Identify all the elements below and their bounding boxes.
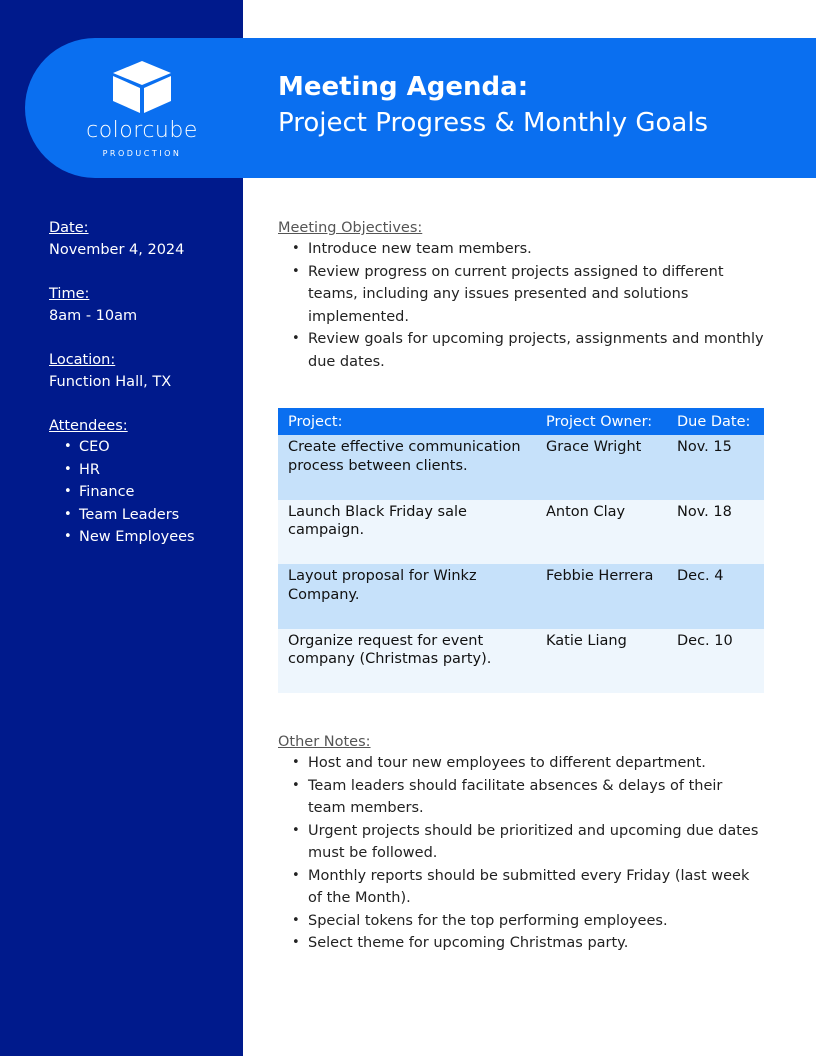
attendee-item: • Team Leaders (61, 504, 195, 527)
cell-due-date: Dec. 4 (677, 568, 724, 584)
location-value: Function Hall, TX (49, 374, 172, 390)
time-value: 8am - 10am (49, 308, 138, 324)
note-item: • Monthly reports should be submitted every Friday (last week of the Month). (290, 865, 764, 910)
cell-owner: Katie Liang (546, 632, 627, 649)
note-item: • Select theme for upcoming Christmas party. (290, 932, 764, 955)
cell-owner: Grace Wright (546, 439, 642, 455)
company-logo (72, 60, 212, 158)
cell-due-date: Dec. 10 (677, 632, 733, 649)
cell-project: Launch Black Friday sale campaign. (288, 503, 467, 538)
date-value: November 4, 2024 (49, 242, 185, 258)
page-title (278, 70, 708, 142)
date-label: Date: (49, 220, 89, 236)
objectives-label: Meeting Objectives: (278, 220, 423, 236)
logo-name: colorcube (86, 118, 198, 143)
objective-item: • Review progress on current projects assigned to different teams, including any issues presented and solutions implemented. (290, 261, 764, 329)
header-due-date: Due Date: (677, 413, 751, 430)
cube-icon (111, 60, 173, 114)
note-item: • Urgent projects should be prioritized and upcoming due dates must be followed. (290, 820, 764, 865)
notes-label: Other Notes: (278, 734, 371, 750)
note-item: • Host and tour new employees to different department. (290, 752, 764, 775)
objective-item: • Introduce new team members. (290, 238, 764, 261)
time-label: Time: (49, 286, 90, 302)
cell-project: Layout proposal for Winkz Company. (288, 568, 477, 603)
table-row (278, 435, 764, 500)
title-line-1: Meeting Agenda: (278, 72, 529, 102)
attendee-item: • New Employees (61, 526, 195, 549)
logo-subtitle: PRODUCTION (102, 149, 182, 158)
header-owner: Project Owner: (546, 413, 653, 430)
cell-due-date: Nov. 18 (677, 503, 732, 520)
objectives-section (278, 218, 764, 373)
cell-project: Organize request for event company (Christmas party). (288, 632, 492, 667)
note-item: • Special tokens for the top performing employees. (290, 910, 764, 933)
note-item: • Team leaders should facilitate absences & delays of their team members. (290, 775, 764, 820)
table-row (278, 629, 764, 694)
cell-owner: Febbie Herrera (546, 568, 654, 584)
title-line-2: Project Progress & Monthly Goals (278, 108, 709, 138)
cell-project: Create effective communication process between clients. (288, 439, 521, 474)
table-row (278, 564, 764, 629)
notes-section (278, 732, 764, 955)
projects-table (278, 408, 764, 693)
location-label: Location: (49, 352, 116, 368)
header-project: Project: (288, 413, 343, 430)
table-header (278, 408, 764, 435)
attendee-item: • HR (61, 459, 195, 482)
attendee-item: • Finance (61, 481, 195, 504)
attendees-list (61, 436, 195, 549)
cell-owner: Anton Clay (546, 503, 626, 520)
cell-due-date: Nov. 15 (677, 439, 732, 455)
table-row (278, 500, 764, 565)
attendee-item: • CEO (61, 436, 195, 459)
objective-item: • Review goals for upcoming projects, assignments and monthly due dates. (290, 328, 764, 373)
notes-list (290, 752, 764, 955)
objectives-list (290, 238, 764, 373)
meeting-details (49, 218, 195, 549)
attendees-label: Attendees: (49, 418, 128, 434)
